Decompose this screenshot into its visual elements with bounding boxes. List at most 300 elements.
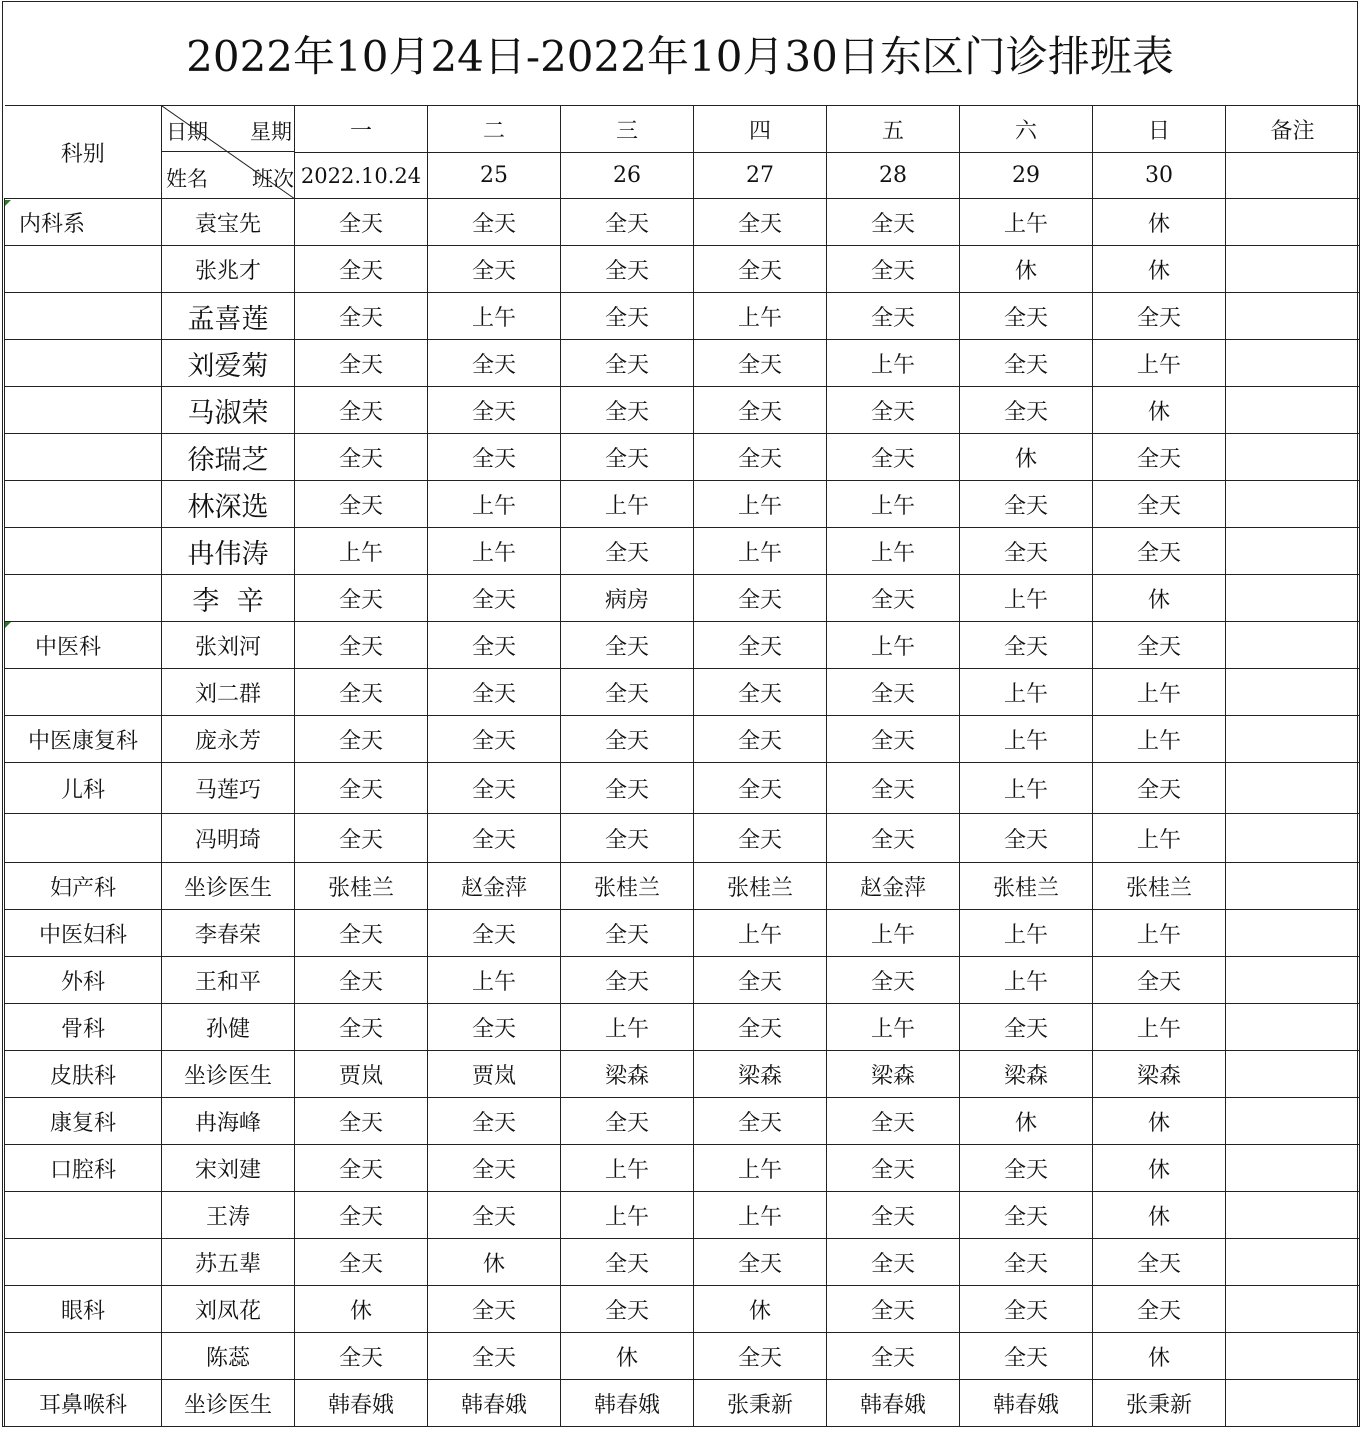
shift-cell: 全天 — [428, 669, 561, 716]
dept-cell — [5, 528, 162, 575]
date-cell: 26 — [561, 153, 694, 199]
table-row — [5, 387, 1360, 434]
shift-cell: 全天 — [295, 1239, 428, 1286]
shift-cell: 休 — [1093, 246, 1226, 293]
diag-shift-label: 班次 — [252, 167, 294, 191]
shift-cell: 全天 — [827, 763, 960, 814]
shift-cell: 休 — [694, 1286, 827, 1333]
weekday-cell: 日 — [1093, 106, 1226, 153]
doctor-name-cell: 马莲巧 — [162, 763, 295, 814]
shift-cell: 全天 — [428, 1004, 561, 1051]
shift-cell: 全天 — [694, 669, 827, 716]
shift-cell: 全天 — [694, 716, 827, 763]
shift-cell: 张桂兰 — [960, 863, 1093, 910]
dept-cell: 儿科 — [5, 763, 162, 814]
shift-cell: 全天 — [694, 622, 827, 669]
shift-cell: 全天 — [295, 1145, 428, 1192]
shift-cell: 张秉新 — [694, 1380, 827, 1427]
shift-cell: 休 — [1093, 1333, 1226, 1380]
notes-cell — [1226, 575, 1360, 622]
shift-cell: 张桂兰 — [1093, 863, 1226, 910]
table-row — [5, 669, 1360, 716]
table-row — [5, 716, 1360, 763]
shift-cell: 韩春娥 — [561, 1380, 694, 1427]
notes-cell — [1226, 669, 1360, 716]
shift-cell: 上午 — [561, 481, 694, 528]
table-row — [5, 528, 1360, 575]
shift-cell: 梁森 — [827, 1051, 960, 1098]
shift-cell: 全天 — [827, 199, 960, 246]
doctor-name-cell: 李 辛 — [162, 575, 295, 622]
date-cell: 28 — [827, 153, 960, 199]
shift-cell: 上午 — [1093, 340, 1226, 387]
shift-cell: 全天 — [827, 434, 960, 481]
shift-cell: 上午 — [694, 1192, 827, 1239]
shift-cell: 梁森 — [694, 1051, 827, 1098]
doctor-name-cell: 王涛 — [162, 1192, 295, 1239]
shift-cell: 全天 — [295, 293, 428, 340]
dept-cell — [5, 434, 162, 481]
doctor-name-cell: 孟喜莲 — [162, 293, 295, 340]
shift-cell: 上午 — [694, 481, 827, 528]
dept-cell: 眼科 — [5, 1286, 162, 1333]
shift-cell: 全天 — [561, 763, 694, 814]
shift-cell: 上午 — [428, 293, 561, 340]
shift-cell: 全天 — [960, 1192, 1093, 1239]
shift-cell: 全天 — [428, 387, 561, 434]
shift-cell: 全天 — [561, 669, 694, 716]
weekday-cell: 一 — [295, 106, 428, 153]
shift-cell: 全天 — [960, 1286, 1093, 1333]
dept-header: 科别 — [5, 106, 162, 199]
dept-cell: 骨科 — [5, 1004, 162, 1051]
shift-cell: 全天 — [295, 387, 428, 434]
table-row — [5, 814, 1360, 863]
dept-cell: 妇产科 — [5, 863, 162, 910]
shift-cell: 全天 — [561, 387, 694, 434]
diag-weekday-label: 星期 — [250, 120, 292, 144]
doctor-name-cell: 坐诊医生 — [162, 1380, 295, 1427]
shift-cell: 全天 — [561, 340, 694, 387]
shift-cell: 上午 — [428, 528, 561, 575]
shift-cell: 全天 — [561, 814, 694, 863]
shift-cell: 全天 — [428, 716, 561, 763]
doctor-name-cell: 坐诊医生 — [162, 1051, 295, 1098]
dept-cell — [5, 575, 162, 622]
weekday-cell: 二 — [428, 106, 561, 153]
doctor-name-cell: 林深选 — [162, 481, 295, 528]
shift-cell: 全天 — [827, 1333, 960, 1380]
dept-cell — [5, 1333, 162, 1380]
notes-cell — [1226, 1098, 1360, 1145]
shift-cell: 休 — [960, 1098, 1093, 1145]
shift-cell: 上午 — [960, 910, 1093, 957]
shift-cell: 全天 — [561, 716, 694, 763]
table-row — [5, 957, 1360, 1004]
notes-cell — [1226, 434, 1360, 481]
dept-cell — [5, 340, 162, 387]
shift-cell: 梁森 — [960, 1051, 1093, 1098]
doctor-name-cell: 庞永芳 — [162, 716, 295, 763]
shift-cell: 全天 — [295, 246, 428, 293]
notes-cell — [1226, 1145, 1360, 1192]
table-row — [5, 1380, 1360, 1427]
shift-cell: 休 — [1093, 1145, 1226, 1192]
shift-cell: 全天 — [295, 481, 428, 528]
shift-cell: 全天 — [295, 575, 428, 622]
shift-cell: 上午 — [960, 763, 1093, 814]
weekday-cell: 六 — [960, 106, 1093, 153]
dept-cell — [5, 246, 162, 293]
notes-cell — [1226, 814, 1360, 863]
shift-cell: 韩春娥 — [428, 1380, 561, 1427]
shift-cell: 全天 — [960, 1239, 1093, 1286]
shift-cell: 全天 — [694, 1004, 827, 1051]
shift-cell: 上午 — [1093, 1004, 1226, 1051]
table-row — [5, 340, 1360, 387]
shift-cell: 休 — [1093, 1192, 1226, 1239]
shift-cell: 贾岚 — [295, 1051, 428, 1098]
shift-cell: 全天 — [827, 293, 960, 340]
shift-cell: 上午 — [960, 957, 1093, 1004]
doctor-name-cell: 王和平 — [162, 957, 295, 1004]
shift-cell: 全天 — [827, 1192, 960, 1239]
shift-cell: 全天 — [1093, 1239, 1226, 1286]
dept-cell — [5, 669, 162, 716]
doctor-name-cell: 冉海峰 — [162, 1098, 295, 1145]
notes-cell — [1226, 481, 1360, 528]
shift-cell: 全天 — [827, 669, 960, 716]
shift-cell: 全天 — [827, 1098, 960, 1145]
notes-cell — [1226, 153, 1360, 199]
shift-cell: 梁森 — [561, 1051, 694, 1098]
date-cell: 2022.10.24 — [295, 153, 428, 199]
shift-cell: 全天 — [1093, 528, 1226, 575]
shift-cell: 全天 — [960, 814, 1093, 863]
shift-cell: 全天 — [561, 957, 694, 1004]
diagonal-header — [162, 106, 295, 199]
table-row — [5, 622, 1360, 669]
shift-cell: 全天 — [295, 1192, 428, 1239]
doctor-name-cell: 刘爱菊 — [162, 340, 295, 387]
shift-cell: 全天 — [960, 528, 1093, 575]
shift-cell: 休 — [428, 1239, 561, 1286]
doctor-name-cell: 袁宝先 — [162, 199, 295, 246]
shift-cell: 梁森 — [1093, 1051, 1226, 1098]
doctor-name-cell: 张兆才 — [162, 246, 295, 293]
weekday-cell: 三 — [561, 106, 694, 153]
date-cell: 29 — [960, 153, 1093, 199]
date-cell: 27 — [694, 153, 827, 199]
shift-cell: 全天 — [295, 1333, 428, 1380]
shift-cell: 全天 — [960, 1145, 1093, 1192]
shift-cell: 上午 — [694, 293, 827, 340]
notes-cell — [1226, 246, 1360, 293]
shift-cell: 上午 — [428, 957, 561, 1004]
weekday-cell: 五 — [827, 106, 960, 153]
doctor-name-cell: 马淑荣 — [162, 387, 295, 434]
shift-cell: 全天 — [428, 910, 561, 957]
dept-cell — [5, 387, 162, 434]
notes-cell — [1226, 622, 1360, 669]
notes-cell — [1226, 763, 1360, 814]
doctor-name-cell: 孙健 — [162, 1004, 295, 1051]
shift-cell: 全天 — [960, 481, 1093, 528]
date-cell: 30 — [1093, 153, 1226, 199]
shift-cell: 全天 — [561, 1098, 694, 1145]
shift-cell: 全天 — [694, 1333, 827, 1380]
shift-cell: 张桂兰 — [295, 863, 428, 910]
dept-cell: 内科系 — [5, 199, 162, 246]
shift-cell: 全天 — [827, 1239, 960, 1286]
notes-cell — [1226, 340, 1360, 387]
shift-cell: 上午 — [827, 528, 960, 575]
shift-cell: 全天 — [1093, 763, 1226, 814]
shift-cell: 全天 — [295, 814, 428, 863]
shift-cell: 全天 — [1093, 293, 1226, 340]
page-title: 2022年10月24日-2022年10月30日东区门诊排班表 — [186, 32, 1174, 81]
table-row — [5, 481, 1360, 528]
shift-cell: 全天 — [827, 1145, 960, 1192]
table-row — [5, 1098, 1360, 1145]
notes-cell — [1226, 716, 1360, 763]
doctor-name-cell: 坐诊医生 — [162, 863, 295, 910]
date-cell: 25 — [428, 153, 561, 199]
cell-comment-marker — [5, 200, 11, 206]
shift-cell: 休 — [1093, 575, 1226, 622]
shift-cell: 全天 — [827, 387, 960, 434]
table-row — [5, 1192, 1360, 1239]
shift-cell: 全天 — [295, 622, 428, 669]
dept-cell — [5, 1192, 162, 1239]
doctor-name-cell: 徐瑞芝 — [162, 434, 295, 481]
shift-cell: 上午 — [960, 716, 1093, 763]
shift-cell: 贾岚 — [428, 1051, 561, 1098]
shift-cell: 赵金萍 — [428, 863, 561, 910]
shift-cell: 全天 — [428, 1333, 561, 1380]
shift-cell: 全天 — [1093, 434, 1226, 481]
shift-cell: 上午 — [1093, 910, 1226, 957]
shift-cell: 全天 — [694, 1098, 827, 1145]
shift-cell: 全天 — [694, 814, 827, 863]
shift-cell: 上午 — [1093, 669, 1226, 716]
shift-cell: 休 — [1093, 1098, 1226, 1145]
shift-cell: 全天 — [561, 1286, 694, 1333]
dept-cell: 中医康复科 — [5, 716, 162, 763]
shift-cell: 张桂兰 — [561, 863, 694, 910]
shift-cell: 全天 — [694, 1239, 827, 1286]
shift-cell: 全天 — [694, 387, 827, 434]
doctor-name-cell: 陈蕊 — [162, 1333, 295, 1380]
shift-cell: 全天 — [827, 716, 960, 763]
shift-cell: 张秉新 — [1093, 1380, 1226, 1427]
shift-cell: 韩春娥 — [295, 1380, 428, 1427]
header-row-weekday — [5, 106, 1360, 153]
shift-cell: 全天 — [295, 199, 428, 246]
shift-cell: 全天 — [295, 1004, 428, 1051]
shift-cell: 全天 — [694, 340, 827, 387]
dept-cell: 中医科 — [5, 622, 162, 669]
shift-cell: 全天 — [694, 246, 827, 293]
notes-cell — [1226, 1239, 1360, 1286]
shift-cell: 全天 — [960, 1333, 1093, 1380]
shift-cell: 全天 — [561, 293, 694, 340]
shift-cell: 全天 — [827, 246, 960, 293]
notes-header: 备注 — [1226, 106, 1360, 153]
shift-cell: 全天 — [960, 293, 1093, 340]
shift-cell: 全天 — [1093, 1286, 1226, 1333]
table-row — [5, 1051, 1360, 1098]
shift-cell: 上午 — [694, 910, 827, 957]
dept-cell — [5, 1239, 162, 1286]
dept-cell: 耳鼻喉科 — [5, 1380, 162, 1427]
shift-cell: 全天 — [1093, 622, 1226, 669]
shift-cell: 全天 — [1093, 481, 1226, 528]
shift-cell: 上午 — [1093, 716, 1226, 763]
doctor-name-cell: 刘二群 — [162, 669, 295, 716]
table-row — [5, 434, 1360, 481]
diag-date-label: 日期 — [166, 120, 208, 144]
notes-cell — [1226, 863, 1360, 910]
shift-cell: 全天 — [561, 1239, 694, 1286]
doctor-name-cell: 冉伟涛 — [162, 528, 295, 575]
notes-cell — [1226, 957, 1360, 1004]
table-row — [5, 199, 1360, 246]
shift-cell: 休 — [960, 246, 1093, 293]
shift-cell: 上午 — [561, 1004, 694, 1051]
shift-cell: 全天 — [561, 622, 694, 669]
doctor-name-cell: 张刘河 — [162, 622, 295, 669]
shift-cell: 休 — [960, 434, 1093, 481]
notes-cell — [1226, 293, 1360, 340]
doctor-name-cell: 李春荣 — [162, 910, 295, 957]
shift-cell: 上午 — [561, 1192, 694, 1239]
shift-cell: 全天 — [295, 434, 428, 481]
notes-cell — [1226, 1192, 1360, 1239]
shift-cell: 全天 — [428, 575, 561, 622]
doctor-name-cell: 刘凤花 — [162, 1286, 295, 1333]
shift-cell: 全天 — [295, 763, 428, 814]
table-row — [5, 1004, 1360, 1051]
dept-cell — [5, 293, 162, 340]
shift-cell: 休 — [1093, 387, 1226, 434]
shift-cell: 全天 — [428, 814, 561, 863]
shift-cell: 上午 — [827, 622, 960, 669]
shift-cell: 上午 — [960, 669, 1093, 716]
shift-cell: 休 — [1093, 199, 1226, 246]
table-row — [5, 863, 1360, 910]
shift-cell: 上午 — [428, 481, 561, 528]
shift-cell: 全天 — [561, 246, 694, 293]
shift-cell: 全天 — [295, 957, 428, 1004]
shift-cell: 全天 — [694, 434, 827, 481]
notes-cell — [1226, 1004, 1360, 1051]
table-row — [5, 575, 1360, 622]
shift-cell: 全天 — [428, 199, 561, 246]
shift-cell: 病房 — [561, 575, 694, 622]
shift-cell: 全天 — [428, 434, 561, 481]
notes-cell — [1226, 1051, 1360, 1098]
shift-cell: 张桂兰 — [694, 863, 827, 910]
shift-cell: 上午 — [827, 910, 960, 957]
shift-cell: 全天 — [295, 1098, 428, 1145]
shift-cell: 全天 — [561, 528, 694, 575]
doctor-name-cell: 冯明琦 — [162, 814, 295, 863]
shift-cell: 全天 — [827, 575, 960, 622]
shift-cell: 上午 — [694, 1145, 827, 1192]
dept-cell: 康复科 — [5, 1098, 162, 1145]
shift-cell: 全天 — [295, 910, 428, 957]
shift-cell: 全天 — [1093, 957, 1226, 1004]
notes-cell — [1226, 387, 1360, 434]
doctor-name-cell: 宋刘建 — [162, 1145, 295, 1192]
shift-cell: 全天 — [960, 622, 1093, 669]
dept-cell — [5, 481, 162, 528]
shift-cell: 全天 — [428, 1192, 561, 1239]
shift-cell: 上午 — [295, 528, 428, 575]
notes-cell — [1226, 1333, 1360, 1380]
shift-cell: 上午 — [960, 199, 1093, 246]
notes-cell — [1226, 1380, 1360, 1427]
table-row — [5, 1145, 1360, 1192]
dept-cell: 口腔科 — [5, 1145, 162, 1192]
table-row — [5, 910, 1360, 957]
shift-cell: 全天 — [827, 1286, 960, 1333]
shift-cell: 全天 — [428, 763, 561, 814]
schedule-table — [4, 105, 1360, 1427]
shift-cell: 全天 — [428, 340, 561, 387]
table-row — [5, 763, 1360, 814]
table-row — [5, 1333, 1360, 1380]
doctor-name-cell: 苏五辈 — [162, 1239, 295, 1286]
table-row — [5, 1239, 1360, 1286]
weekday-cell: 四 — [694, 106, 827, 153]
shift-cell: 全天 — [428, 1145, 561, 1192]
shift-cell: 全天 — [694, 957, 827, 1004]
shift-cell: 全天 — [295, 669, 428, 716]
shift-cell: 全天 — [428, 1286, 561, 1333]
shift-cell: 全天 — [694, 199, 827, 246]
shift-cell: 上午 — [561, 1145, 694, 1192]
shift-cell: 赵金萍 — [827, 863, 960, 910]
shift-cell: 上午 — [827, 340, 960, 387]
shift-cell: 全天 — [561, 199, 694, 246]
shift-cell: 韩春娥 — [827, 1380, 960, 1427]
shift-cell: 全天 — [295, 716, 428, 763]
cell-comment-marker — [5, 622, 11, 628]
shift-cell: 休 — [561, 1333, 694, 1380]
shift-cell: 全天 — [960, 340, 1093, 387]
notes-cell — [1226, 1286, 1360, 1333]
diag-name-label: 姓名 — [166, 167, 208, 191]
dept-cell: 外科 — [5, 957, 162, 1004]
shift-cell: 休 — [295, 1286, 428, 1333]
shift-cell: 上午 — [827, 1004, 960, 1051]
shift-cell: 全天 — [428, 622, 561, 669]
shift-cell: 全天 — [561, 910, 694, 957]
dept-cell: 皮肤科 — [5, 1051, 162, 1098]
shift-cell: 上午 — [960, 575, 1093, 622]
shift-cell: 全天 — [827, 814, 960, 863]
shift-cell: 全天 — [561, 434, 694, 481]
shift-cell: 全天 — [694, 763, 827, 814]
shift-cell: 全天 — [960, 1004, 1093, 1051]
notes-cell — [1226, 199, 1360, 246]
shift-cell: 上午 — [827, 481, 960, 528]
shift-cell: 全天 — [428, 246, 561, 293]
notes-cell — [1226, 528, 1360, 575]
table-row — [5, 1286, 1360, 1333]
